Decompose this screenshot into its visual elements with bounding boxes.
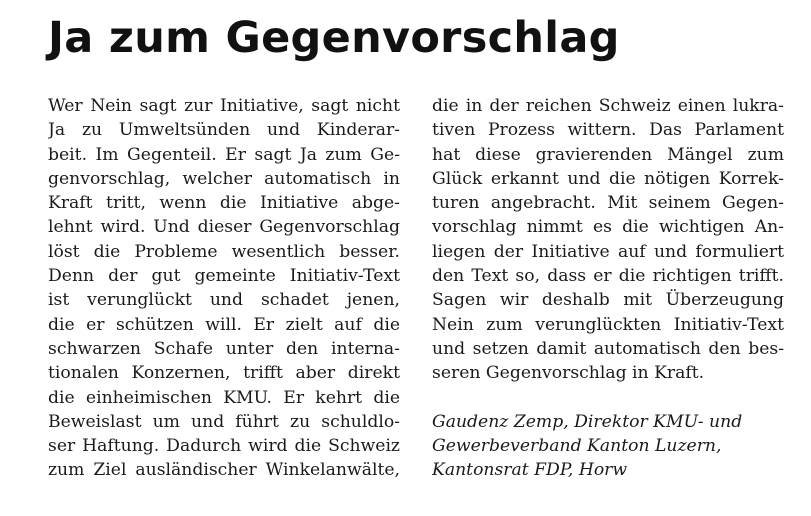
body-line: die in der reichen Schweiz einen lukra- bbox=[432, 96, 784, 116]
body-line: die er schützen will. Er zielt auf die bbox=[48, 314, 400, 335]
body-line: hat diese gravierenden Mängel zum bbox=[432, 144, 784, 165]
body-line: ist verunglückt und schadet jenen, bbox=[48, 290, 400, 311]
body-line: ser Haftung. Dadurch wird die Schweiz bbox=[48, 436, 400, 457]
body-line: Nein zum verunglückten Initiativ-Text bbox=[432, 314, 784, 335]
body-line: liegen der Initiative auf und formuliert bbox=[432, 241, 784, 262]
body-line: die einheimischen KMU. Er kehrt die bbox=[48, 387, 400, 408]
body-line: Wer Nein sagt zur Initiative, sagt nicht bbox=[48, 96, 400, 116]
signature-line: Gaudenz Zemp, Direktor KMU- und bbox=[432, 411, 743, 432]
body-line: Beweislast um und führt zu schuldlo- bbox=[48, 411, 400, 432]
left-column bbox=[48, 94, 400, 483]
body-line: Sagen wir deshalb mit Überzeugung bbox=[432, 290, 784, 311]
body-line: beit. Im Gegenteil. Er sagt Ja zum Ge- bbox=[48, 144, 400, 165]
paragraph-gap bbox=[432, 386, 784, 410]
body-line: vorschlag nimmt es die wichtigen An- bbox=[432, 217, 784, 238]
signature-line: Kantonsrat FDP, Horw bbox=[432, 460, 628, 481]
signature-line: Gewerbeverband Kanton Luzern, bbox=[432, 436, 722, 457]
body-line: tiven Prozess wittern. Das Parlament bbox=[432, 120, 784, 141]
body-line: Ja zu Umweltsünden und Kinderar- bbox=[48, 120, 400, 141]
headline: Ja zum Gegenvorschlag bbox=[48, 13, 620, 63]
body-line: lehnt wird. Und dieser Gegenvorschlag bbox=[48, 217, 400, 238]
body-line: und setzen damit automatisch den bes- bbox=[432, 338, 784, 359]
body-line: zum Ziel ausländischer Winkelanwälte, bbox=[48, 460, 400, 481]
body-line: schwarzen Schafe unter den interna- bbox=[48, 338, 400, 359]
author-signature bbox=[432, 410, 784, 483]
body-line: tionalen Konzernen, trifft aber direkt bbox=[48, 363, 400, 384]
body-line: seren Gegenvorschlag in Kraft. bbox=[432, 363, 705, 384]
body-line: Glück erkannt und die nötigen Korrek- bbox=[432, 168, 784, 189]
body-line: Kraft tritt, wenn die Initiative abge- bbox=[48, 193, 400, 214]
right-column bbox=[432, 94, 784, 483]
body-line: Denn der gut gemeinte Initiativ-Text bbox=[48, 266, 400, 287]
body-line: löst die Probleme wesentlich besser. bbox=[48, 241, 400, 262]
body-line: den Text so, dass er die richtigen trifft. bbox=[432, 266, 784, 287]
body-line: turen angebracht. Mit seinem Gegen- bbox=[432, 193, 784, 214]
body-line: genvorschlag, welcher automatisch in bbox=[48, 168, 400, 189]
